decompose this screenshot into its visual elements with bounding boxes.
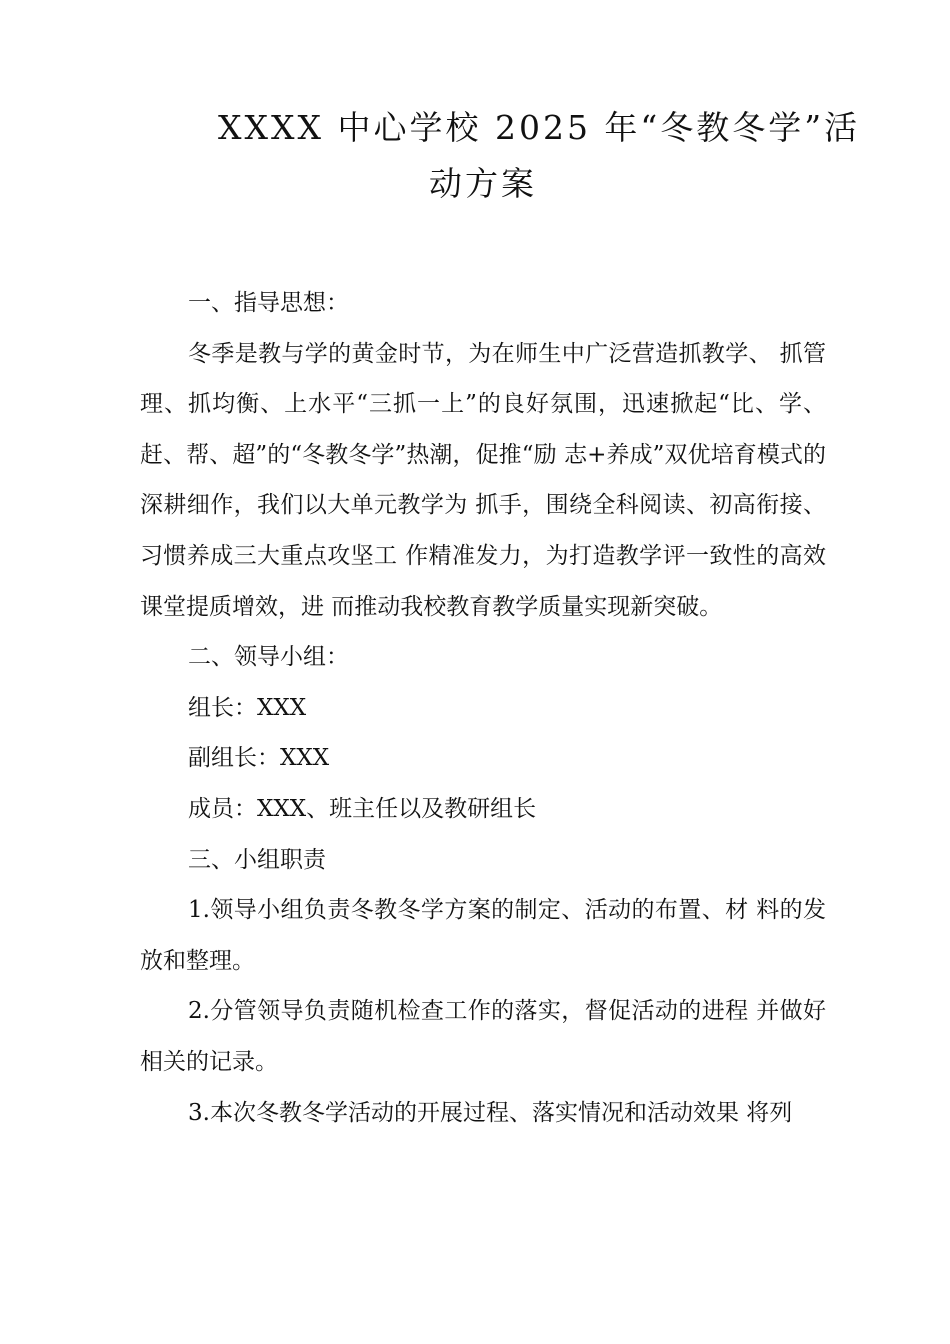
section-2-heading: 二、领导小组：: [188, 644, 349, 671]
duty-3-paragraph: 3.本次冬教冬学活动的开展过程、落实情况和活动效果 将列: [188, 1099, 793, 1126]
title-line-1: XXXX 中心学校 2025 年“冬教冬学”活: [218, 108, 861, 147]
section-3-heading: 三、小组职责: [188, 846, 326, 873]
leader-line: 组长：XXX: [188, 694, 307, 721]
document-title: [140, 100, 861, 212]
document-body: [140, 278, 826, 1138]
section-1-paragraph: 冬季是教与学的黄金时节，为在师生中广泛营造抓教学、 抓管理、抓均衡、上水平“三抓一上”的良好氛围，迅速掀起“比、学、赶、帮、超”的“冬教冬学”热潮，促推“励 志+养成”双优培育模式的深耕细作，我们以大单元教学为 抓手，围绕全科阅读、初高衔接、习惯养成三大重点攻坚工 作精准发力，为打造教学评一致性的高效课堂提质增效，进 而推动我校教育教学质量实现新突破。: [140, 340, 826, 620]
section-1-heading: 一、指导思想：: [188, 290, 349, 316]
deputy-leader-line: 副组长：XXX: [188, 745, 330, 772]
title-line-2: 动方案: [429, 164, 537, 203]
duty-1-paragraph: 1.领导小组负责冬教冬学方案的制定、活动的布置、材 料的发放和整理。: [140, 897, 826, 974]
members-line: 成员：XXX、班主任以及教研组长: [188, 795, 537, 822]
duty-2-paragraph: 2.分管领导负责随机检查工作的落实，督促活动的进程 并做好相关的记录。: [140, 998, 826, 1075]
